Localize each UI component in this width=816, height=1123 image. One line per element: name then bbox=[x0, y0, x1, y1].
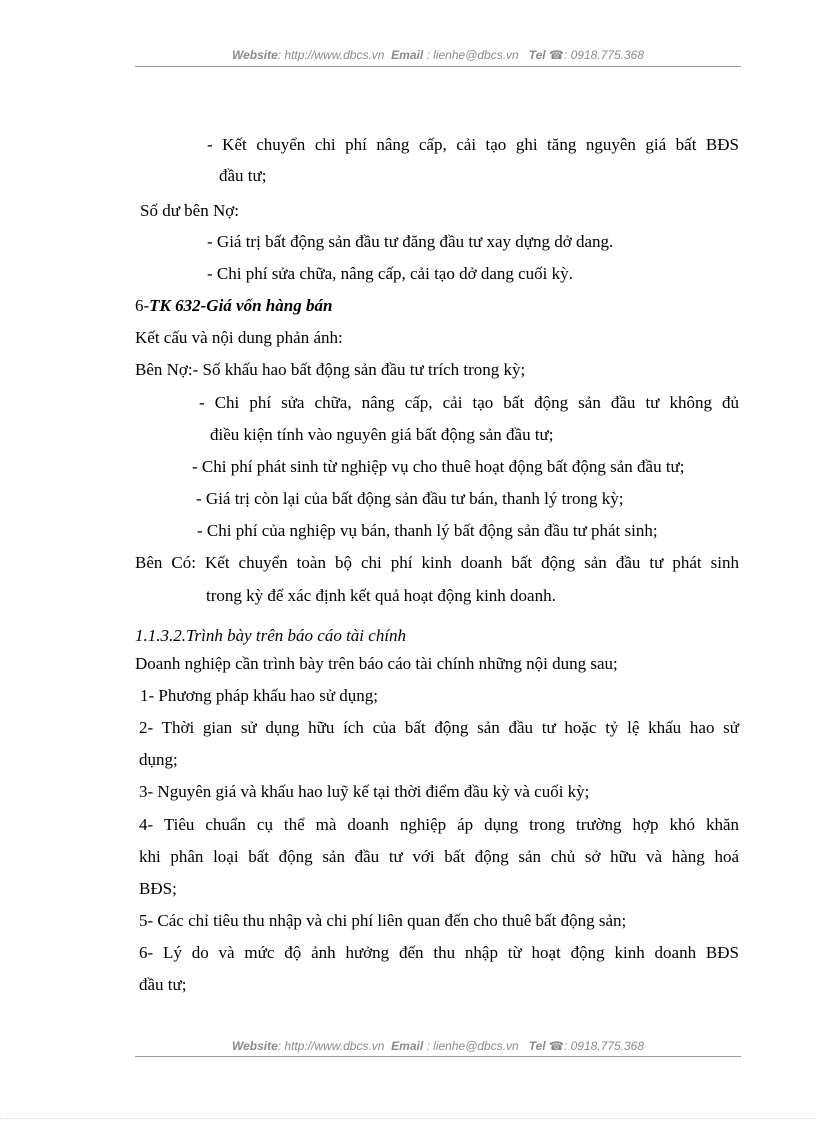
list-item: 3- Nguyên giá và khấu hao luỹ kế tại thời điểm đầu kỳ và cuối kỳ; bbox=[139, 782, 590, 801]
footer-website-label: Website bbox=[231, 1039, 278, 1053]
section-title: TK 632-Giá vốn hàng bán bbox=[149, 296, 333, 315]
list-item: 1- Phương pháp khấu hao sử dụng; bbox=[140, 686, 379, 705]
list-item: 2- Thời gian sử dụng hữu ích của bất động sản đầu tư hoặc tỷ lệ khấu hao sử bbox=[139, 718, 739, 737]
body-line: Bên Nợ:- Số khấu hao bất động sản đầu tư trích trong kỳ; bbox=[135, 360, 526, 379]
footer-tel-label: Tel bbox=[528, 1039, 546, 1053]
phone-icon: ☎ bbox=[549, 1039, 564, 1053]
body-line: Số dư bên Nợ: bbox=[140, 201, 239, 220]
body-line: - Chi phí phát sinh từ nghiệp vụ cho thuê hoạt động bất động sản đầu tư; bbox=[192, 457, 685, 476]
list-item: 5- Các chỉ tiêu thu nhập và chi phí liên quan đến cho thuê bất động sản; bbox=[139, 911, 627, 930]
section-heading bbox=[135, 296, 332, 316]
page-header bbox=[135, 48, 741, 62]
footer-email-value[interactable]: : lienhe@dbcs.vn bbox=[426, 1039, 519, 1053]
page-edge-divider bbox=[0, 1118, 816, 1119]
body-line: Doanh nghiệp cần trình bày trên báo cáo tài chính những nội dung sau; bbox=[135, 654, 618, 673]
header-website-value[interactable]: : http://www.dbcs.vn bbox=[277, 48, 385, 62]
body-line: đầu tư; bbox=[219, 166, 267, 185]
footer-divider bbox=[135, 1056, 741, 1057]
footer-tel-value: : 0918.775.368 bbox=[563, 1039, 645, 1053]
body-line: trong kỳ để xác định kết quả hoạt động kinh doanh. bbox=[206, 586, 556, 605]
body-line: Kết cấu và nội dung phản ánh: bbox=[135, 328, 343, 347]
page-footer bbox=[135, 1039, 741, 1053]
list-item-continuation: dụng; bbox=[139, 750, 178, 769]
list-item-continuation: BĐS; bbox=[139, 879, 177, 898]
phone-icon: ☎ bbox=[549, 48, 564, 62]
body-line: - Chi phí của nghiệp vụ bán, thanh lý bất động sản đầu tư phát sinh; bbox=[197, 521, 658, 540]
list-item-continuation: khi phân loại bất động sản đầu tư với bất động sản chủ sở hữu và hàng hoá bbox=[139, 847, 739, 866]
body-line: - Chi phí sửa chữa, nâng cấp, cải tạo dở dang cuối kỳ. bbox=[207, 264, 573, 283]
footer-email-label: Email bbox=[391, 1039, 424, 1053]
body-line: Bên Có: Kết chuyển toàn bộ chi phí kinh doanh bất động sản đầu tư phát sinh bbox=[135, 553, 739, 572]
header-email-value[interactable]: : lienhe@dbcs.vn bbox=[426, 48, 519, 62]
header-divider bbox=[135, 66, 741, 67]
header-tel-label: Tel bbox=[528, 48, 546, 62]
header-tel-value: : 0918.775.368 bbox=[563, 48, 645, 62]
header-email-label: Email bbox=[391, 48, 424, 62]
body-line: - Kết chuyển chi phí nâng cấp, cải tạo ghi tăng nguyên giá bất BĐS bbox=[207, 135, 739, 154]
body-line: - Giá trị còn lại của bất động sản đầu tư bán, thanh lý trong kỳ; bbox=[196, 489, 624, 508]
body-line: điều kiện tính vào nguyên giá bất động sản đầu tư; bbox=[210, 425, 554, 444]
list-item: 6- Lý do và mức độ ảnh hưởng đến thu nhập từ hoạt động kinh doanh BĐS bbox=[139, 943, 739, 962]
header-website-label: Website bbox=[231, 48, 278, 62]
section-number: 6- bbox=[135, 296, 150, 315]
body-line: - Chi phí sửa chữa, nâng cấp, cải tạo bất động sản đầu tư không đủ bbox=[199, 393, 739, 412]
list-item-continuation: đầu tư; bbox=[139, 975, 187, 994]
footer-website-value[interactable]: : http://www.dbcs.vn bbox=[277, 1039, 385, 1053]
list-item: 4- Tiêu chuẩn cụ thể mà doanh nghiệp áp dụng trong trường hợp khó khăn bbox=[139, 815, 739, 834]
body-line: - Giá trị bất động sản đầu tư đăng đầu tư xay dựng dở dang. bbox=[207, 232, 614, 251]
subsection-heading: 1.1.3.2.Trình bày trên báo cáo tài chính bbox=[135, 626, 407, 645]
